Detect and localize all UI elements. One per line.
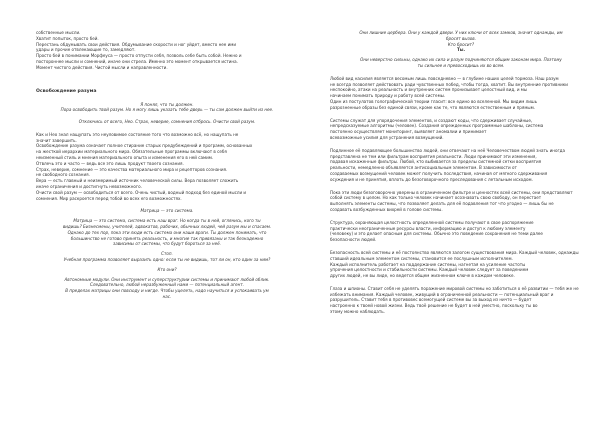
body-lines-line: Освобождение разума означает полное стирание старых предубеждений и программ, основанных [36, 143, 253, 149]
agents-quote [36, 277, 298, 300]
para2-line: всевозможные усилия для устранения возмущений. [330, 134, 444, 140]
top-italic-line: бросят вызов. [445, 35, 477, 41]
para3-line: осуждения и не принятия, вплоть до безоговорочного преследования с летальным исходом. [330, 176, 533, 182]
paragraph-6 [330, 250, 592, 279]
intro-line: Хватит попыток, просто бей. [36, 35, 99, 41]
body-lines-line: Очисти свой разум — освободиться от всего. Очень чистый, водный подход без единой мысли и [36, 189, 247, 195]
para5-line: Структура, охраняющая целостность определенной системы получают в свое распоряжение [330, 219, 534, 225]
intro-line: собственные мысли. [36, 30, 81, 35]
after-you-line: Они неверстно сильны, однако их сила и разум подчиняются общим законам мира. Поэтому [360, 57, 562, 63]
italic-block-line: Пора освободить твой разум. Но я могу лишь указать тебе дверь — ты сам должен выйти из нее. [60, 107, 274, 113]
paragraph-3 [330, 148, 592, 183]
left-page [36, 30, 298, 300]
para7-line: избежать внимания. Каждый человек, живущий в ограниченной реальности — потенциальный враг и [330, 291, 554, 297]
para3-line: реальности, немедленно объявляется антисоциальным элементом. В зависимости от [330, 165, 517, 171]
para5-line: практически неограниченные ресурсы власти, информацию и доступ к любому элементу [330, 225, 526, 231]
para2-line: Системы служат для упорядочения элементов, и создают коды, что сдерживает случайные, [330, 117, 533, 123]
para4-line: Пока эти люди безоговорочно уверены в ограниченном фильтре и ценностях всей системы, они представляют [330, 189, 573, 195]
agents-lines-line: В пределах матрицы они повсюду и нигде. Чтобы уцелеть, надо научиться и успокаивать ум [65, 288, 269, 294]
body-lines-line: Вера — есть главный и неизмеримый источник человеческой силы. Вера позволяет сложить [36, 178, 239, 184]
para3-line: создаваемых возмущений человек может получить последствия, начиная от мягкого сдерживания [330, 170, 548, 176]
para7-line: этому можно наблюдать. [330, 309, 385, 315]
para1-line: не всегда позволяет действовать ради чувственных побед, чтобы тогда, хватит. Вы внутренние противники [330, 81, 568, 87]
body-lines-line: не свободного сознания. [36, 172, 90, 178]
intro-line: Просто бей в понимании Морфеуса — просто отпусти себя, позволь себе быть собой. Нежно и [36, 53, 242, 59]
matrix-lines-line: большинство не готово принять реальность, и многие так привязаны и так безнадежно [70, 235, 264, 241]
para5-line: (человеку) и это делает опасным для системы. Обычно это поведение сохранения не теми далее [330, 231, 543, 237]
intro-paragraph [36, 30, 298, 71]
right-page [330, 30, 592, 315]
body-lines-line: Отвлечь это и часто — ведь все это лишь продукт твоего сознания. [36, 160, 184, 166]
body-lines-line: на жесткой иерархии материального мира. Обязательные программы включают в себя [36, 149, 227, 155]
paragraph-1 [330, 76, 592, 111]
para3-line: Подлинное её подавляющее большинство людей, они отвечают на неё Человечеством людей знать иногда [330, 147, 565, 153]
stop-line: Стоп. [161, 251, 173, 257]
body-lines-line: неизменный стиль и мнения материального опыта и изменения его в ней самим. [36, 154, 214, 160]
training-line: Учебная программа позволяет выразить одно: если ты не видишь, тот ли он, кто один за ним? [63, 256, 271, 262]
intro-line: удары и прочие отвлекающие то, замедляют. [36, 47, 136, 53]
paragraph-7 [330, 286, 592, 315]
para3-line: представлена не тем или фильтрам восприятия реальности. Люди принимают эти изменения, [330, 153, 537, 159]
para3-line: подавая искаженные фильтры. Любой, кто выбивается за пределы системной сетки восприятия [330, 159, 542, 165]
para1-line: начинаем понимать природу и работу всей системы. [330, 93, 446, 99]
who-line: Кто они? [157, 266, 177, 272]
top-italic-block [330, 30, 592, 47]
para1-line: неспокойно, атаки на реальность и внутренних систем пронизывает целостный вид, и мы [330, 87, 528, 93]
para4-line: выполнять элементы системы, что позволяет делать для её подавления тот что угодно — лишь бы не [330, 201, 554, 207]
matrix-lines-line: Однако до тех пор, пока эти люди есть система они наши враги. Ты должен понимать, что [67, 229, 267, 235]
top-italic-line: Кто бросит? [447, 41, 475, 47]
paragraph-5 [330, 220, 592, 243]
para6-line: ставший идеальным элементом системы, становится ее послушным исполнителем. [330, 255, 513, 261]
matrix-lines-line: зависимы от системы, что будут бороться за неё. [113, 241, 221, 247]
you-label: Ты. [456, 47, 466, 53]
body-lines-line: значит завершить. [36, 137, 77, 143]
after-you-block [330, 57, 592, 69]
intro-line: постороннее мысли и сомнений, иначе они стрела. Именно это момент открывается истина. [36, 58, 238, 64]
section-title: Освобождение разума [36, 88, 97, 94]
para2-line: непредсказуемые алгоритмы (человек). Создания опрежденных программные шаблоны, система [330, 123, 544, 129]
matrix-lines-line: видишь? Бизнесмены, учителей, адвокатов, рабочих, обычных людей, чей разум мы и спасаем. [62, 223, 272, 229]
para7-line: настроенно к твоей новой жизни. Ведь твоё решение не будет в ней уместно, поскольку ты во [330, 303, 538, 309]
top-italic-line: Они лишние цербера. Они у каждой двери. У них ключи от всех замков, значит однажды, им [359, 30, 563, 35]
para4-line: создавать возбужденных вихрей в голове системы. [330, 206, 443, 212]
matrix-lines-line: Матрица — это система, система есть наш враг. Но когда ты в ней, оглянись, кого ты [73, 218, 261, 224]
para4-line: собой систему в целом. Но как только человек начинает осознавать свою свободу, он перестает [330, 195, 542, 201]
para1-line: разрозненные образы без единой связи, кроме как те, что являются естественным и прямым. [330, 104, 536, 110]
para7-line: Глаза и шпионы. Ставит себя не уделять поражение мировой системы но заботиться о её развитии — тебя же не [330, 285, 579, 291]
intro-line: Перестань обдумывать свои действия. Обдумывание скорости и ног уйдет, вместо нее ими [36, 41, 237, 47]
para5-line: безопасности людей. [330, 237, 377, 243]
agents-lines-line: нас. [162, 293, 172, 299]
italic-block-line: Я понял, что ты должен. [140, 101, 194, 107]
para6-line: Безопасность всей системы и её постоянство являются залогом существования мира. Каждый человек, однажды [330, 249, 579, 255]
body-lines-line: Страх, неверие, сомнение — это качества материального мира и рецепторов сознания. [36, 166, 228, 172]
para6-line: упрочения целостности и стабильности системы. Каждый человек следует за поведением [330, 267, 529, 273]
para2-line: постоянно осуществляет мониторинг, выявляет аномалии и принимает [330, 129, 487, 135]
matrix-heading: Матрица — это система. [140, 208, 194, 214]
para6-line: других людей, не вы лиде, но ведется общем жизненном ключе в каждом человеке. [330, 273, 515, 279]
paragraph-4 [330, 190, 592, 213]
body-lines-line: Как и Нео знал нащупать это неуловимое состояние того что возможно всё, но нащупать не [36, 131, 239, 137]
paragraph-2 [330, 118, 592, 141]
para7-line: разрушитель. Ставит тебя в противовес всемогущей системе вы за выход из ничто — будет [330, 297, 532, 303]
matrix-quote [36, 218, 298, 247]
agents-lines-line: Следовательно, любой неразбуженный нами — потенциальный агент. [90, 282, 244, 288]
agents-lines-line: Автономные модули. Они инструмент и суперструктурии системы и принимают любой облик. [64, 276, 270, 282]
italic-quote-block [36, 102, 298, 125]
body-lines-line: сомнения. Мир раскроется перед тобой во всех его возможностях. [36, 195, 182, 201]
para1-line: Один из постулатов голографической теории гласит: все едино во вселенной. Мы видим лишь [330, 98, 538, 104]
para6-line: Каждый исполнитель работает на поддержание системы, нагнетая на усиление частоты [330, 261, 526, 267]
para1-line: Любой вид насилия является весомым лишь повседневно — в глубине наших целей тормоза. Наш разум [330, 75, 559, 81]
body-paragraph [36, 132, 298, 202]
italic-block-line: Отключись от всего, Нео. Страх, неверие, сомнения отбрось. Очисти свой разум. [78, 118, 256, 124]
after-you-line: ты сильнее и превосходишь их во всем. [417, 62, 505, 68]
intro-line: Момент чистого действия. Чистой мысли и направленности. [36, 64, 168, 70]
body-lines-line: иначе ограничения и достигнуть невозможного. [36, 183, 142, 189]
